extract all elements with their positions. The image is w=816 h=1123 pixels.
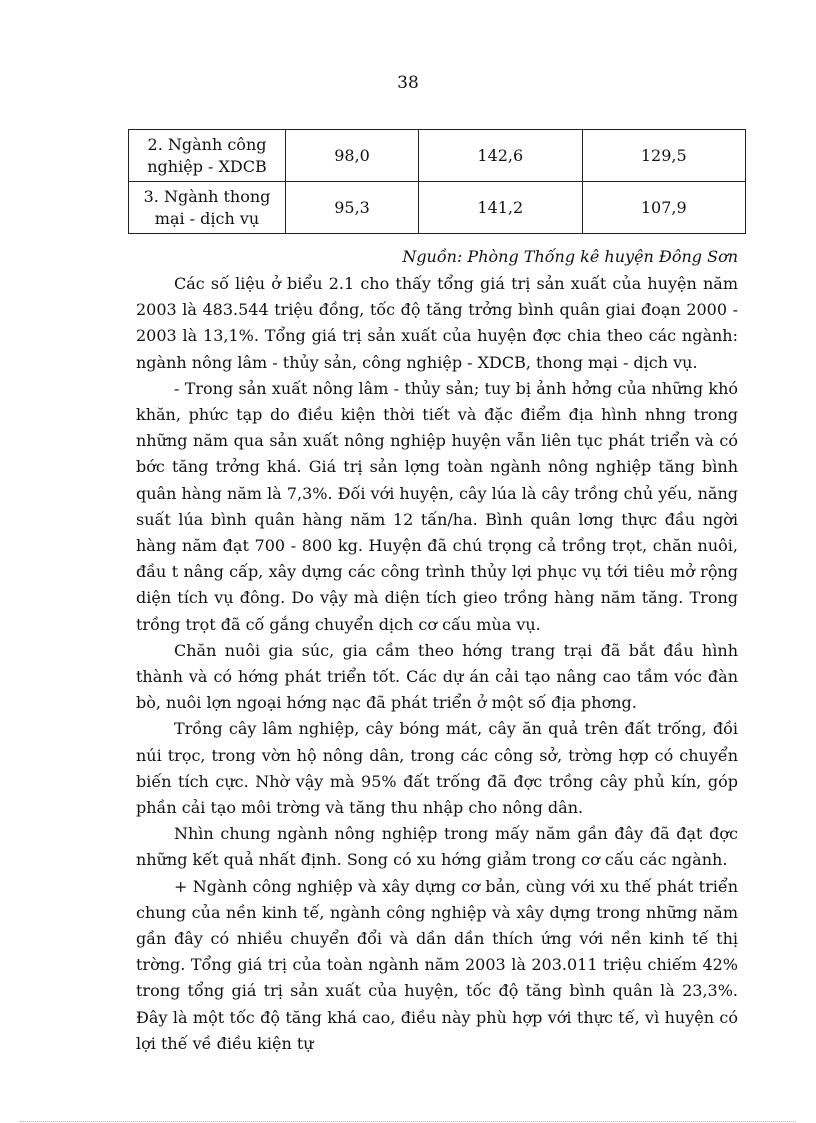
body-text <box>136 271 738 1057</box>
page-number: 38 <box>397 73 419 93</box>
table-row <box>129 130 746 182</box>
table-cell: 98,0 <box>286 130 419 182</box>
source-note: Nguồn: Phòng Thống kê huyện Đông Sơn <box>402 247 738 266</box>
paragraph: Các số liệu ở biểu 2.1 cho thấy tổng giá trị sản xuất của huyện năm 2003 là 483.544 triệu đồng, tốc độ tăng trởng bình quân giai đoạn 2000 - 2003 là 13,1%. Tổng giá trị sản xuất của huyện đợc chia theo các ngành: ngành nông lâm - thủy sản, công nghiệp - XDCB, thong mại - dịch vụ. <box>136 274 738 372</box>
paragraph: Trồng cây lâm nghiệp, cây bóng mát, cây ăn quả trên đất trống, đồi núi trọc, trong vờn hộ nông dân, trong các công sở, trờng hợp có chuyển biến tích cực. Nhờ vậy mà 95% đất trống đã đợc trồng cây phủ kín, góp phần cải tạo môi trờng và tăng thu nhập cho nông dân. <box>136 719 738 818</box>
paragraph: - Trong sản xuất nông lâm - thủy sản; tuy bị ảnh hởng của những khó khăn, phức tạp do điều kiện thời tiết và đặc điểm địa hình nhng trong những năm qua sản xuất nông nghiệp huyện vẫn liên tục phát triển và có bớc tăng trởng khá. Giá trị sản lợng toàn ngành nông nghiệp tăng bình quân hàng năm là 7,3%. Đối với huyện, cây lúa là cây trồng chủ yếu, năng suất lúa bình quân hàng năm 12 tấn/ha. Bình quân lơng thực đầu ngời hàng năm đạt 700 - 800 kg. Huyện đã chú trọng cả trồng trọt, chăn nuôi, đầu t nâng cấp, xây dựng các công trình thủy lợi phục vụ tới tiêu mở rộng diện tích vụ đông. Do vậy mà diện tích gieo trồng hàng năm tăng. Trong trồng trọt đã cố gắng chuyển dịch cơ cấu mùa vụ. <box>136 378 738 634</box>
table-cell: 129,5 <box>582 130 745 182</box>
paragraph: Nhìn chung ngành nông nghiệp trong mấy năm gần đây đã đạt đợc những kết quả nhất định. Song có xu hớng giảm trong cơ cấu các ngành. <box>136 824 738 870</box>
table-cell: 141,2 <box>419 182 582 234</box>
table-cell: 107,9 <box>582 182 745 234</box>
statistics-table <box>128 129 746 234</box>
row-label: 2. Ngành công nghiệp - XDCB <box>129 130 286 182</box>
table-cell: 142,6 <box>419 130 582 182</box>
table-cell: 95,3 <box>286 182 419 234</box>
page-bottom-rule <box>20 1121 796 1122</box>
paragraph: + Ngành công nghiệp và xây dựng cơ bản, cùng với xu thế phát triển chung của nền kinh tế, ngành công nghiệp và xây dựng trong những năm gần đây có nhiều chuyển đổi và dần dần thích ứng với nền kinh tế thị trờng. Tổng giá trị của toàn ngành năm 2003 là 203.011 triệu chiếm 42% trong tổng giá trị sản xuất của huyện, tốc độ tăng bình quân là 23,3%. Đây là một tốc độ tăng khá cao, điều này phù hợp với thực tế, vì huyện có lợi thế về điều kiện tự <box>136 876 738 1053</box>
row-label: 3. Ngành thong mại - dịch vụ <box>129 182 286 234</box>
paragraph: Chăn nuôi gia súc, gia cầm theo hớng trang trại đã bắt đầu hình thành và có hớng phát triển tốt. Các dự án cải tạo nâng cao tầm vóc đàn bò, nuôi lợn ngoại hớng nạc đã phát triển ở một số địa phơng. <box>136 640 738 713</box>
table-row <box>129 182 746 234</box>
